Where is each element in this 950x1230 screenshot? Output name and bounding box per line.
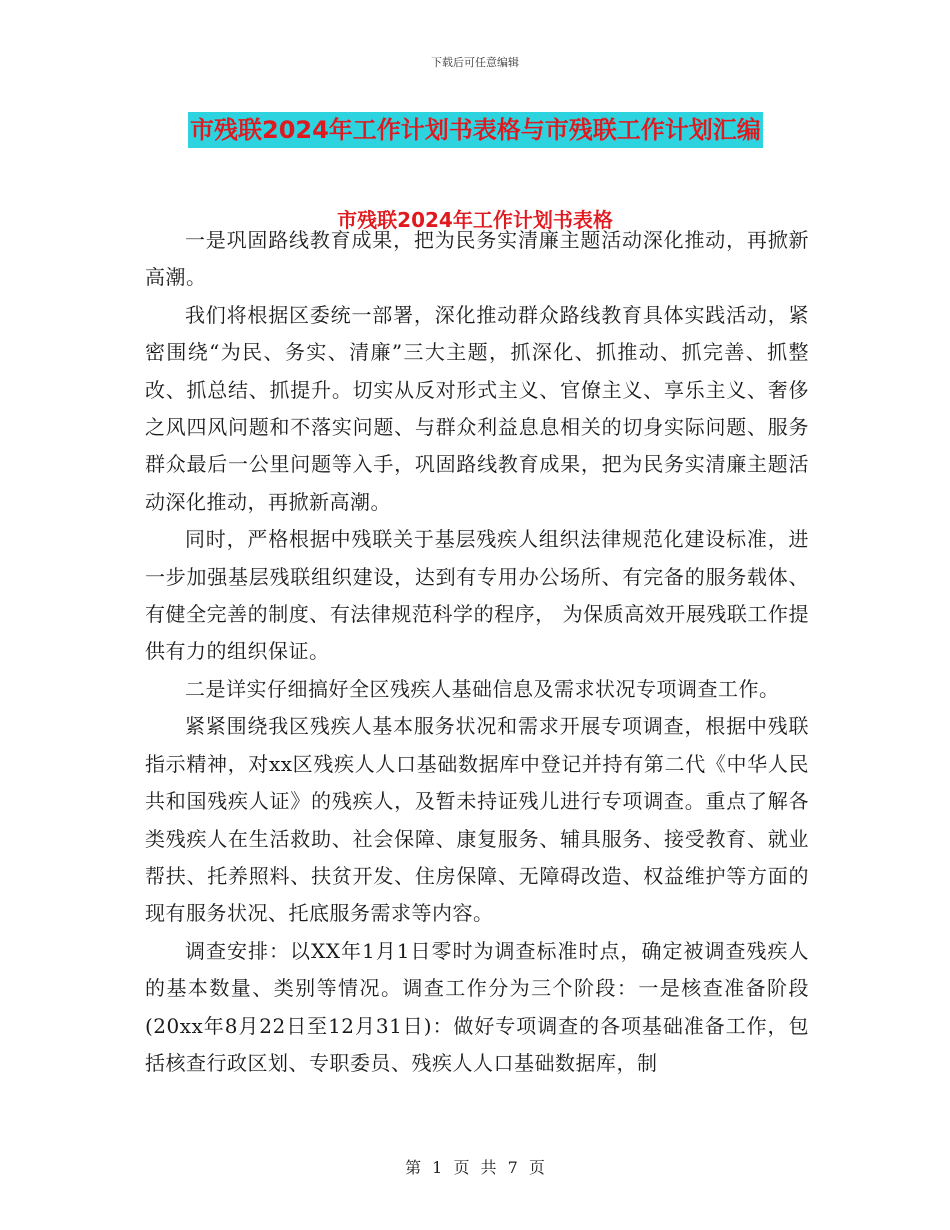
paragraph: 调查安排：以XX年1月1日零时为调查标准时点，确定被调查残疾人的基本数量、类别等情况。调查工作分为三个阶段：一是核查准备阶段(20xx年8月22日至12月31日)：做好专项调查的各项基础准备工作，包括核查行政区划、专职委员、残疾人人口基础数据库，制 — [145, 938, 809, 1075]
paragraph: 二是详实仔细搞好全区残疾人基础信息及需求状况专项调查工作。 — [185, 676, 780, 701]
paragraph: 我们将根据区委统一部署，深化推动群众路线教育具体实践活动，紧密围绕“为民、务实、清廉”三大主题，抓深化、抓推动、抓完善、抓整改、抓总结、抓提升。切实从反对形式主义、官僚主义、享乐主义、奢侈之风四风问题和不落实问题、与群众利益息息相关的切身实际问题、服务群众最后一公里问题等入手，巩固路线教育成果，把为民务实清廉主题活动深化推动，再掀新高潮。 — [145, 302, 809, 514]
paragraph: 同时，严格根据中残联关于基层残疾人组织法律规范化建设标准，进一步加强基层残联组织建设，达到有专用办公场所、有完备的服务载体、有健全完善的制度、有法律规范科学的程序， 为保质高效开展残联工作提供有力的组织保证。 — [145, 527, 809, 664]
section-title: 市残联2024年工作计划书表格 — [337, 208, 613, 232]
page-number-footer: 第 1 页 共 7 页 — [405, 1158, 545, 1177]
paragraph: 一是巩固路线教育成果，把为民务实清廉主题活动深化推动，再掀新高潮。 — [145, 228, 809, 290]
document-title: 市残联2024年工作计划书表格与市残联工作计划汇编 — [188, 112, 763, 148]
paragraph: 紧紧围绕我区残疾人基本服务状况和需求开展专项调查，根据中残联指示精神，对xx区残疾人人口基础数据库中登记并持有第二代《中华人民共和国残疾人证》的残疾人，及暂未持证残儿进行专项调查。重点了解各类残疾人在生活救助、社会保障、康复服务、辅具服务、接受教育、就业帮扶、托养照料、扶贫开发、住房保障、无障碍改造、权益维护等方面的现有服务状况、托底服务需求等内容。 — [145, 714, 809, 926]
document-body — [145, 222, 809, 1082]
header-note: 下载后可任意编辑 — [431, 56, 519, 69]
